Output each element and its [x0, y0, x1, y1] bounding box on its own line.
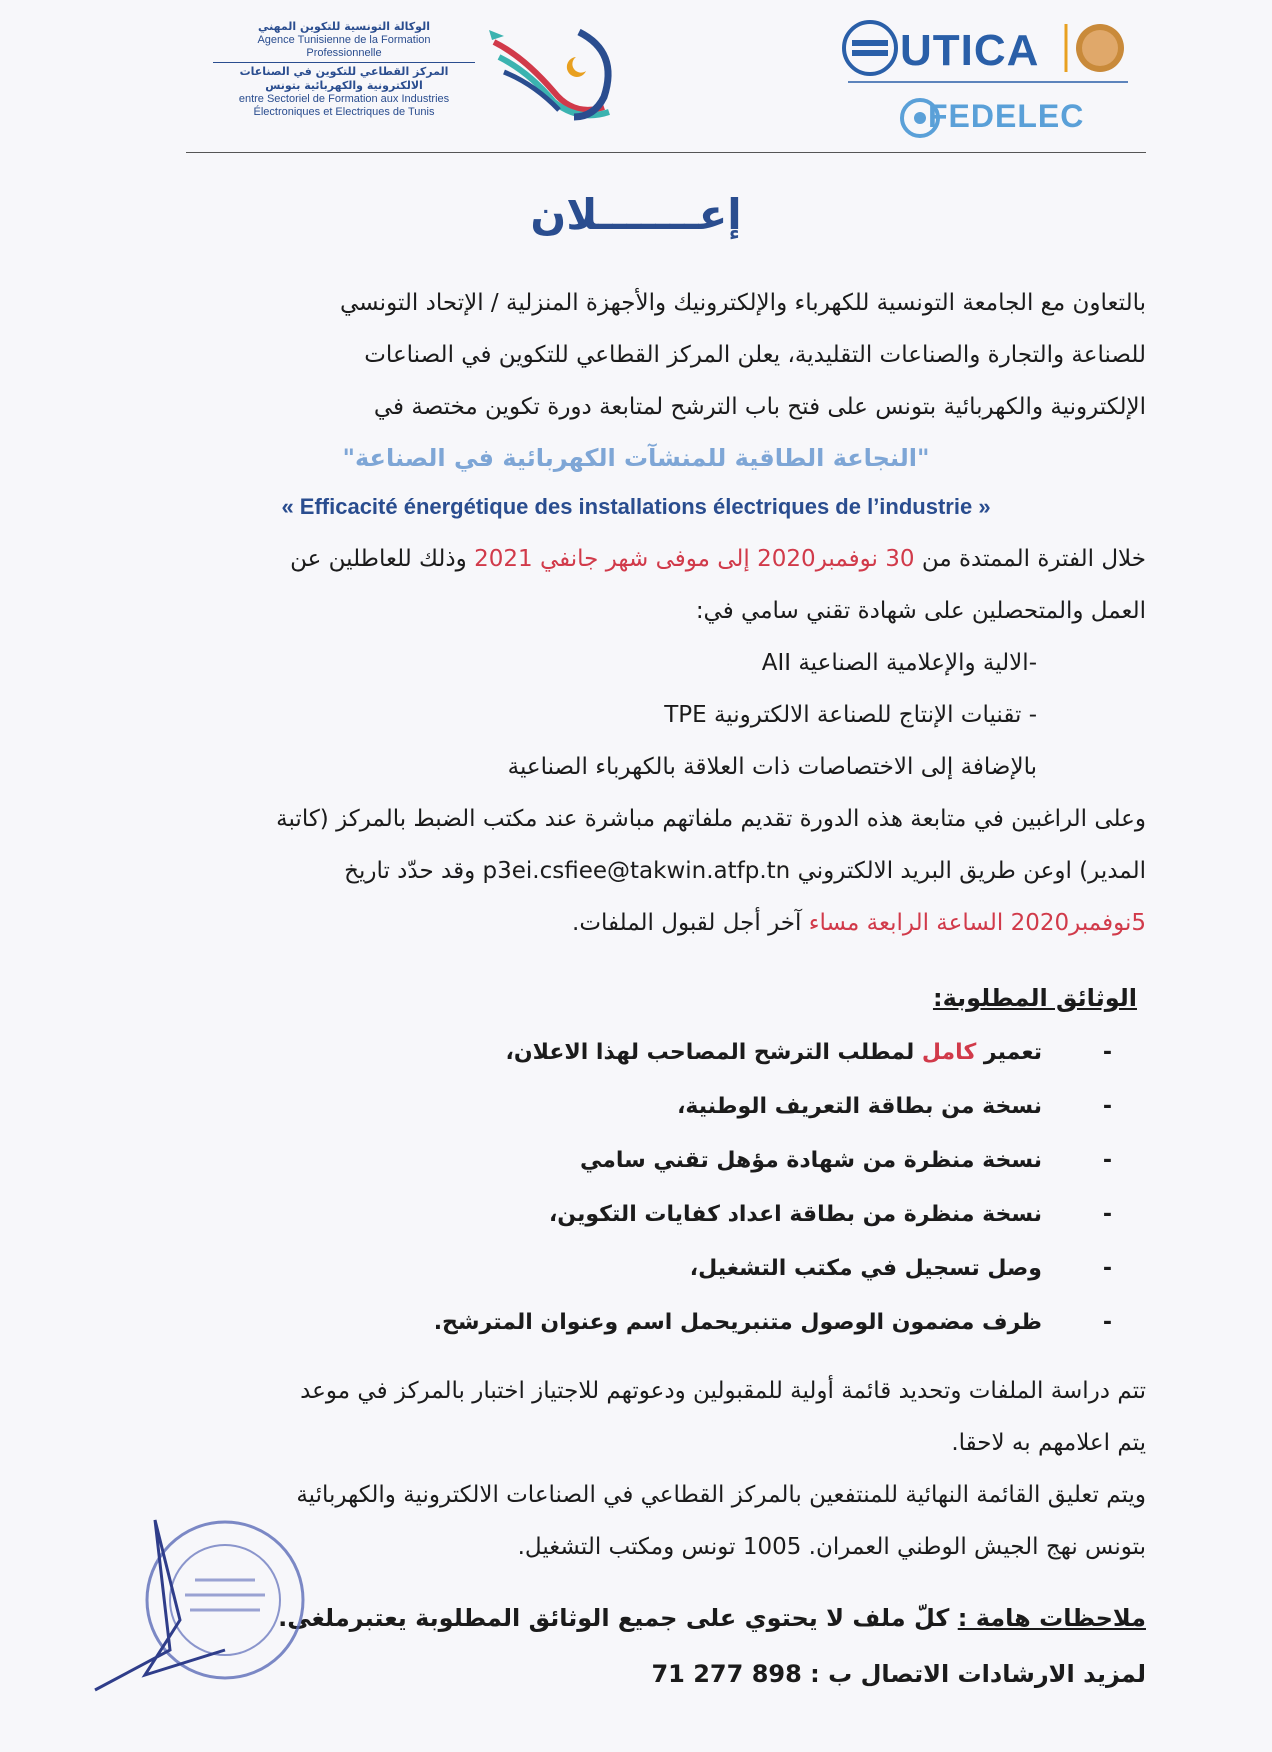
agency-header — [213, 20, 475, 119]
document-item: - نسخة منظرة من شهادة مؤهل تقني سامي — [579, 1148, 1112, 1173]
header-rule — [186, 152, 1146, 153]
intro-line-1: بالتعاون مع الجامعة التونسية للكهرباء والإلكترونيك والأجهزة المنزلية / الإتحاد التونسي — [339, 290, 1146, 316]
center-name-fr-1: entre Sectoriel de Formation aux Industries — [238, 93, 450, 105]
notes-label: ملاحظات هامة : — [957, 1604, 1146, 1632]
official-stamp — [85, 1500, 345, 1700]
center-name-ar-2: الالكترونية والكهربائية بتونس — [265, 79, 423, 92]
atfp-logo — [484, 22, 624, 122]
contact-line: لمزيد الارشادات الاتصال ب : 898 277 71 — [651, 1660, 1146, 1688]
specialty-aii: -الالية والإعلامية الصناعية AII — [761, 650, 1037, 676]
selection-line-4: بتونس نهج الجيش الوطني العمران. 1005 تونس ومكتب التشغيل. — [517, 1534, 1146, 1560]
agency-name-fr-2: Professionnelle — [306, 47, 382, 59]
period-line-2: العمل والمتحصلين على شهادة تقني سامي في: — [695, 598, 1146, 624]
period-line-1 — [290, 546, 1146, 572]
course-title-ar: "النجاعة الطاقية للمنشآت الكهربائية في الصناعة" — [342, 444, 930, 472]
agency-name-ar: الوكالة التونسية للتكوين المهني — [258, 20, 430, 33]
application-deadline: 5نوفمبر2020 الساعة الرابعة مساء — [808, 910, 1146, 936]
agency-name-fr-1: Agence Tunisienne de la Formation — [257, 34, 431, 46]
fedelec-wordmark: FEDELEC — [928, 98, 1085, 134]
utica-wordmark: UTICA — [900, 26, 1040, 75]
header-divider — [213, 62, 475, 63]
intro-line-2: للصناعة والتجارة والصناعات التقليدية، يعلن المركز القطاعي للتكوين في الصناعات — [364, 342, 1146, 368]
selection-line-1: تتم دراسة الملفات وتحديد قائمة أولية للمقبولين ودعوتهم للاجتياز اختبار بالمركز في موعد — [300, 1378, 1146, 1404]
period-dates: 30 نوفمبر2020 إلى موفى شهر جانفي 2021 — [474, 546, 915, 572]
intro-line-3: الإلكترونية والكهربائية بتونس على فتح باب الترشح لمتابعة دورة تكوين مختصة في — [373, 394, 1146, 420]
page-title: إعـــــــلان — [530, 190, 742, 239]
period-suffix: وذلك للعاطلين عن — [290, 546, 467, 572]
application-deadline-suffix: آخر أجل لقبول الملفات. — [572, 910, 802, 936]
document-item: - ظرف مضمون الوصول متنبريحمل اسم وعنوان المترشح. — [433, 1310, 1112, 1335]
center-name-fr-2: Électroniques et Electriques de Tunis — [253, 106, 435, 118]
application-line-2: المدير) اوعن طريق البريد الالكتروني p3ei.csfiee@takwin.atfp.tn وقد حدّد تاريخ — [344, 858, 1146, 884]
application-line-1: وعلى الراغبين في متابعة هذه الدورة تقديم ملفاتهم مباشرة عند مكتب الضبط بالمركز (كاتبة — [276, 806, 1146, 832]
documents-title: الوثائق المطلوبة: — [932, 984, 1137, 1012]
document-item: - نسخة منظرة من بطاقة اعداد كفايات التكوين، — [548, 1202, 1112, 1227]
course-title-fr: « Efficacité énergétique des installations électriques de l’industrie » — [281, 494, 991, 519]
period-prefix: خلال الفترة الممتدة من — [921, 546, 1146, 572]
document-item: - وصل تسجيل في مكتب التشغيل، — [689, 1256, 1112, 1281]
important-notes — [278, 1604, 1146, 1632]
specialty-extra: بالإضافة إلى الاختصاصات ذات العلاقة بالكهرباء الصناعية — [507, 754, 1037, 780]
selection-line-2: يتم اعلامهم به لاحقا. — [951, 1430, 1146, 1456]
document-item: - نسخة من بطاقة التعريف الوطنية، — [677, 1094, 1112, 1119]
documents-list — [212, 1040, 1112, 1364]
notes-text: كلّ ملف لا يحتوي على جميع الوثائق المطلوبة يعتبرملغى. — [278, 1604, 950, 1632]
document-item: - تعمير كامل لمطلب الترشح المصاحب لهذا الاعلان، — [505, 1040, 1112, 1065]
specialty-tpe: - تقنيات الإنتاج للصناعة الالكترونية TPE — [664, 702, 1037, 728]
center-name-ar-1: المركز القطاعي للتكوين في الصناعات — [239, 65, 449, 78]
selection-line-3: ويتم تعليق القائمة النهائية للمنتفعين بالمركز القطاعي في الصناعات الالكترونية والكهربائية — [296, 1482, 1146, 1508]
application-line-3 — [572, 910, 1146, 936]
